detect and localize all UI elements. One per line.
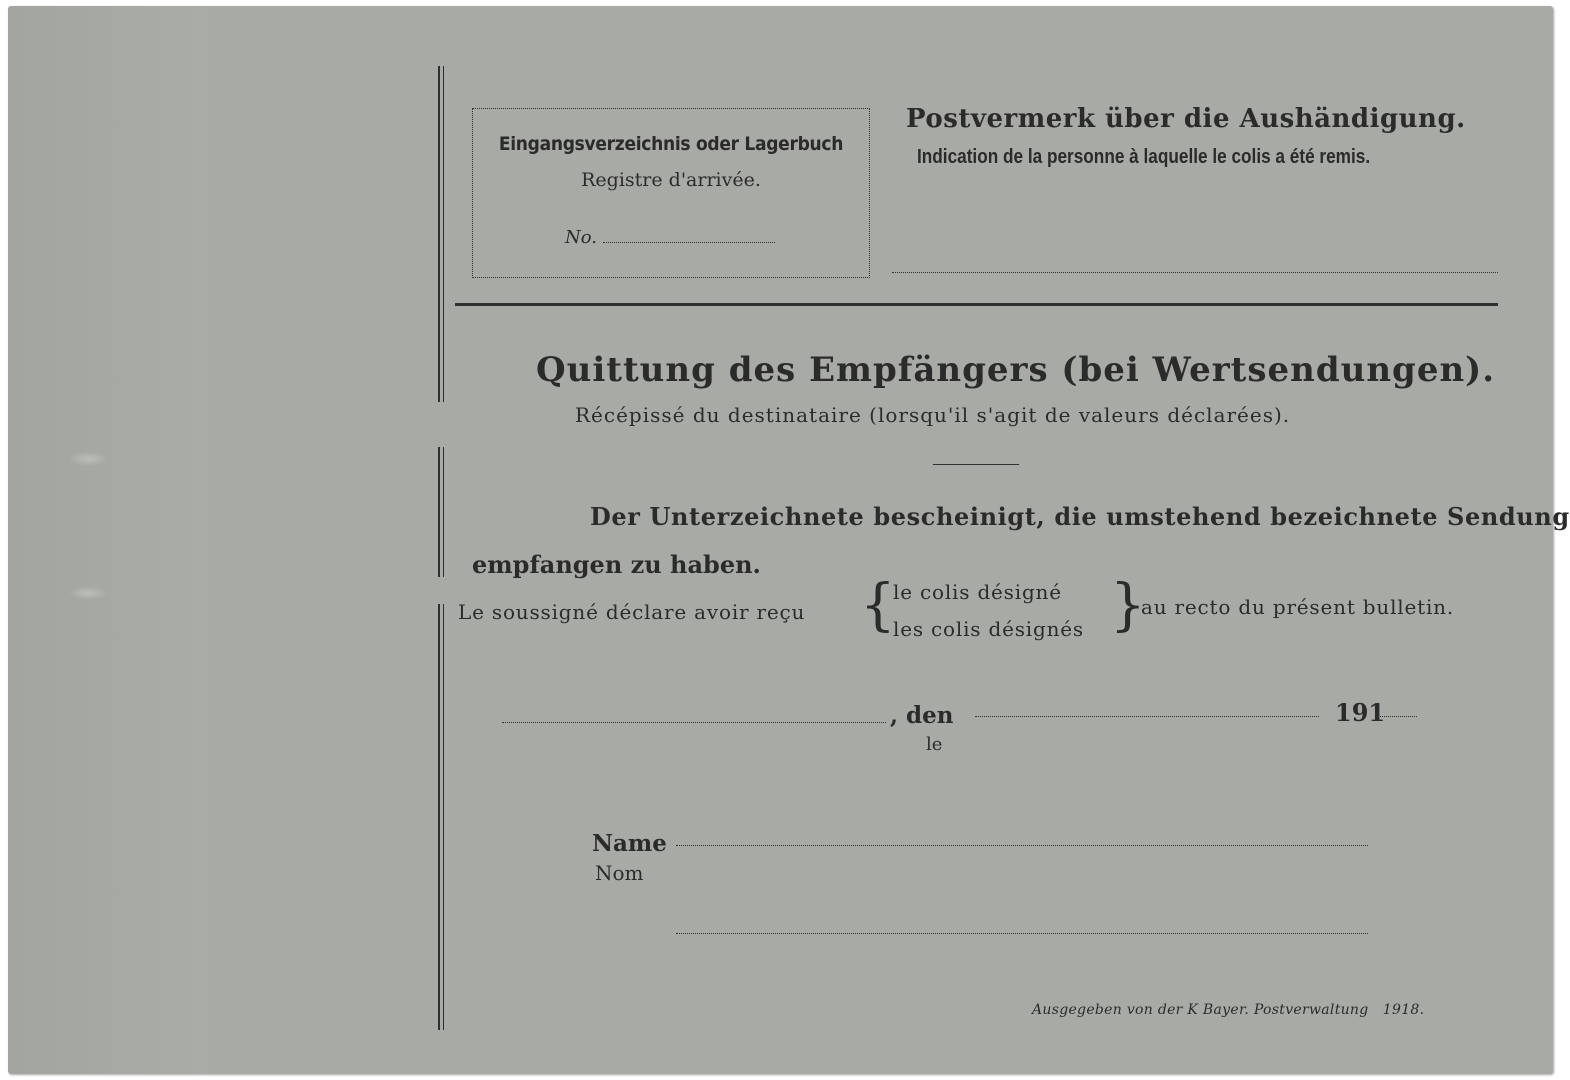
post-note-title-fr: Indication de la personne à laquelle le colis a été remis. <box>917 146 1371 168</box>
issue-year: 1918. <box>1382 1002 1425 1018</box>
statement-de-line1: Der Unterzeichnete bescheinigt, die umstehend bezeichnete Sendung <box>590 502 1570 531</box>
register-title-fr: Registre d'arrivée. <box>581 169 761 191</box>
statement-de-line2: empfangen zu haben. <box>472 550 761 579</box>
date-label-de: , den <box>890 702 954 729</box>
statement-fr-option-singular: le colis désigné <box>893 580 1062 604</box>
right-brace: } <box>1110 573 1146 638</box>
register-box <box>472 108 870 278</box>
register-title-de: Eingangsverzeichnis oder Lagerbuch <box>498 133 844 155</box>
left-vertical-rule-middle <box>438 447 444 577</box>
left-vertical-rule-lower <box>438 604 444 1030</box>
crease-mark <box>68 586 108 600</box>
name-field[interactable] <box>676 845 1368 846</box>
section-divider <box>455 303 1498 306</box>
den-label: den <box>906 702 954 729</box>
signature-field[interactable] <box>676 933 1368 934</box>
left-brace: { <box>860 573 896 638</box>
place-field[interactable] <box>502 722 886 723</box>
crease-mark <box>68 452 108 466</box>
left-vertical-rule-upper <box>438 66 444 402</box>
issuer-text: Ausgegeben von der K Bayer. Postverwaltung <box>1032 1002 1369 1018</box>
year-prefix: 191 <box>1335 698 1386 727</box>
statement-fr-option-plural: les colis désignés <box>893 617 1084 641</box>
statement-fr-start: Le soussigné déclare avoir reçu <box>458 600 806 624</box>
short-divider <box>933 464 1019 465</box>
date-label-fr: le <box>926 734 943 755</box>
name-label-de: Name <box>592 830 667 857</box>
receipt-title-de: Quittung des Empfängers (bei Wertsendungen). <box>536 350 1496 390</box>
receipt-title-fr: Récépissé du destinataire (lorsqu'il s'agit de valeurs déclarées). <box>575 403 1291 427</box>
statement-fr-end: au recto du présent bulletin. <box>1141 595 1454 619</box>
register-number-field[interactable] <box>603 242 775 243</box>
issuer-footer <box>1032 1002 1424 1018</box>
register-number-label: No. <box>565 227 597 248</box>
card-fold-shading <box>8 6 208 1074</box>
name-label-fr: Nom <box>595 861 644 885</box>
post-note-field[interactable] <box>892 272 1498 273</box>
date-field[interactable] <box>975 716 1319 717</box>
year-field[interactable] <box>1377 716 1417 717</box>
post-note-title-de: Postvermerk über die Aushändigung. <box>906 104 1466 134</box>
